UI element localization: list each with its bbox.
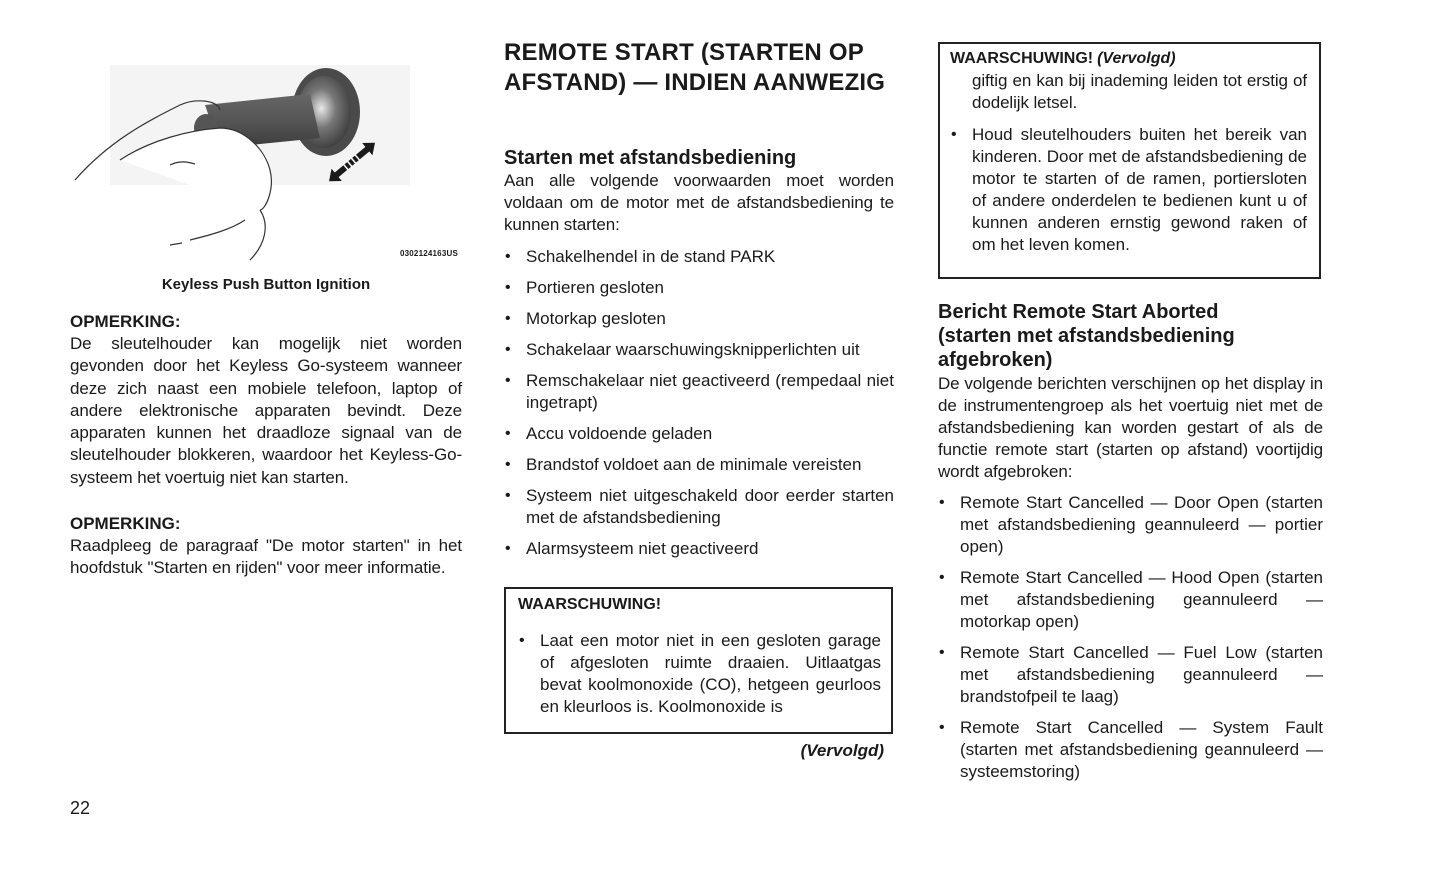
- warning-item: • Laat een motor niet in een gesloten garage of afgesloten ruimte draaien. Uitlaatgas bevat koolmonoxide (CO), hetgeen geurloos en kleurloos is. Koolmonoxide is: [518, 630, 881, 718]
- list-item: • Motorkap gesloten: [504, 308, 894, 330]
- messages-list: [938, 492, 1323, 783]
- list-item: • Alarmsysteem niet geactiveerd: [504, 538, 894, 560]
- warning-item: • Houd sleutelhouders buiten het bereik van kinderen. Door met de afstandsbediening de motor te starten of de ramen, portiersloten of andere onderdelen te bedienen kunt u of kunnen anderen ernstig gewond raken of om het leven komen.: [950, 124, 1307, 256]
- list-item: • Portieren gesloten: [504, 277, 894, 299]
- list-item: • Accu voldoende geladen: [504, 423, 894, 445]
- section-heading: Bericht Remote Start Aborted (starten met afstandsbediening afgebroken): [938, 301, 1235, 371]
- list-item: • Systeem niet uitgeschakeld door eerder starten met de afstandsbediening: [504, 485, 894, 529]
- section-title: REMOTE START (STARTEN OP AFSTAND) — INDIEN AANWEZIG: [504, 39, 886, 96]
- list-item: • Brandstof voldoet aan de minimale vereisten: [504, 454, 894, 476]
- list-item: • Remote Start Cancelled — Door Open (starten met afstandsbediening geannuleerd — portier open): [938, 492, 1323, 558]
- list-item: • Remote Start Cancelled — Hood Open (starten met afstandsbediening geannuleerd — motorkap open): [938, 567, 1323, 633]
- list-item: • Remote Start Cancelled — System Fault (starten met afstandsbediening geannuleerd — systeemstoring): [938, 717, 1323, 783]
- page-number: 22: [70, 798, 91, 818]
- subsection-title: Starten met afstandsbediening: [504, 147, 797, 169]
- note-2: [70, 513, 462, 580]
- warning-box: [504, 587, 893, 734]
- note-label: OPMERKING:: [70, 514, 181, 533]
- note-label: OPMERKING:: [70, 312, 181, 331]
- continued-label: (Vervolgd): [800, 741, 884, 760]
- note-1: [70, 311, 462, 489]
- warning-continuation: giftig en kan bij inademing leiden tot erstig of dodelijk letsel.: [972, 71, 1307, 112]
- warning-box-continued: [938, 42, 1321, 279]
- warning-list: [518, 630, 881, 718]
- list-item: • Schakelaar waarschuwingsknipperlichten uit: [504, 339, 894, 361]
- warning-list: [950, 124, 1307, 256]
- conditions-intro: Aan alle volgende voorwaarden moet worden voldaan om de motor met de afstandsbediening te kunnen starten:: [504, 171, 894, 234]
- conditions-list: [504, 246, 894, 560]
- list-item: • Remote Start Cancelled — Fuel Low (starten met afstandsbediening geannuleerd — brandstofpeil te laag): [938, 642, 1323, 708]
- continued-label: (Vervolgd): [1097, 50, 1176, 67]
- warning-title: WAARSCHUWING! (Vervolgd): [950, 50, 1176, 67]
- hand-pressing-ignition-button-icon: [70, 60, 462, 270]
- note-text: Raadpleeg de paragraaf "De motor starten" in het hoofdstuk "Starten en rijden" voor meer informatie.: [70, 536, 462, 578]
- figure-caption: Keyless Push Button Ignition: [161, 276, 371, 293]
- warning-title: WAARSCHUWING!: [518, 596, 662, 613]
- list-item: • Remschakelaar niet geactiveerd (rempedaal niet ingetrapt): [504, 370, 894, 414]
- list-item: • Schakelhendel in de stand PARK: [504, 246, 894, 268]
- ignition-figure: [70, 60, 462, 270]
- figure-code: 0302124163US: [399, 249, 458, 258]
- note-text: De sleutelhouder kan mogelijk niet worden gevonden door het Keyless Go-systeem wanneer deze zich naast een mobiele telefoon, laptop of andere elektronische apparaten bevindt. Deze apparaten kunnen het draadloze signaal van de sleutelhouder blokkeren, waardoor het Keyless-Go-systeem het voertuig niet kan starten.: [70, 334, 462, 487]
- messages-intro: De volgende berichten verschijnen op het display in de instrumentengroep als het voertuig niet met de afstandsbediening kan worden gestart of als de functie remote start (starten op afstand) voortijdig wordt afgebroken:: [938, 374, 1323, 481]
